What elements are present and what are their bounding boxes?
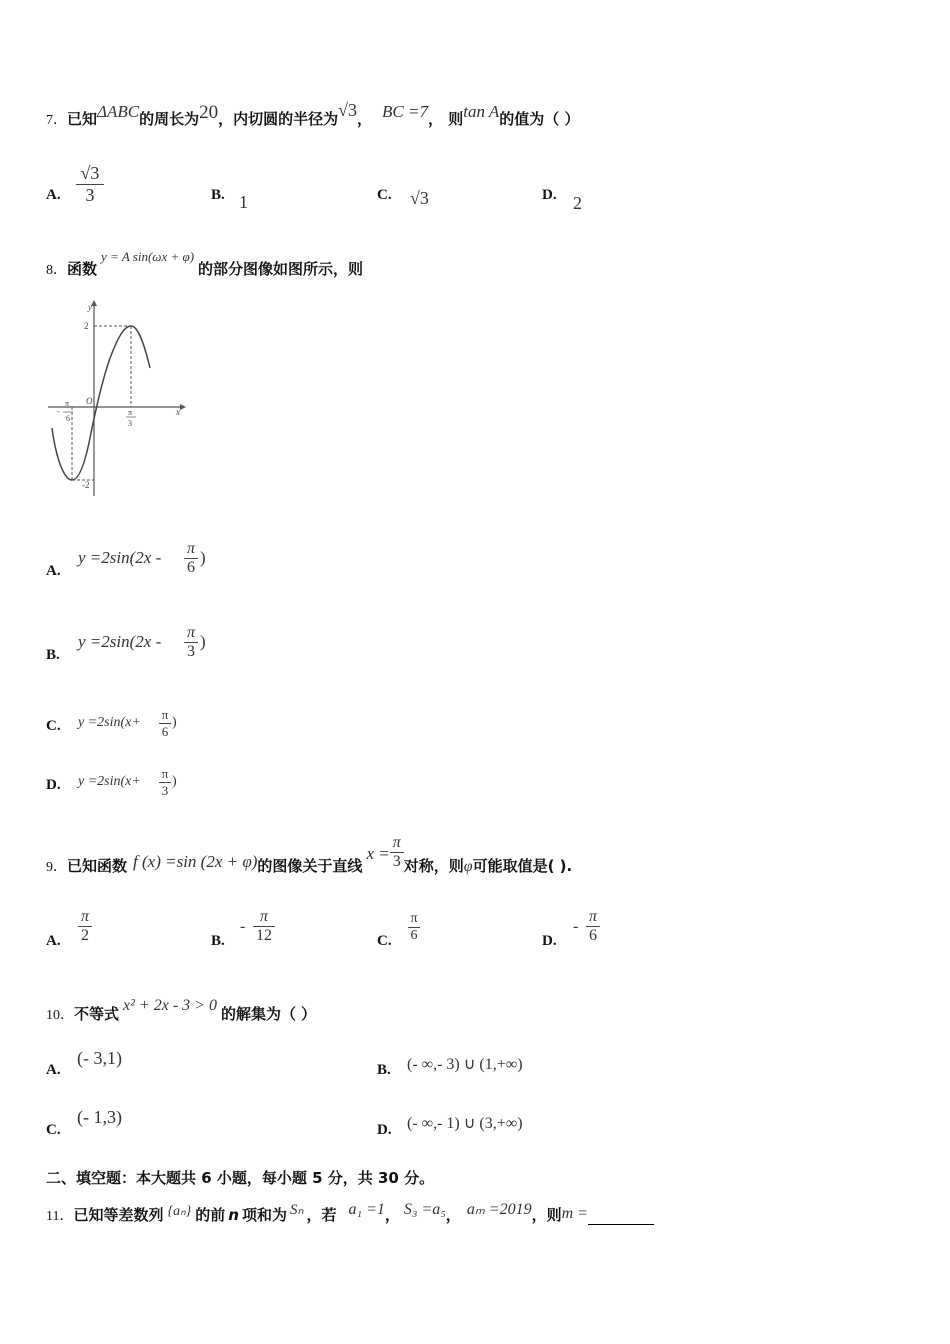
q8-option-b-label[interactable]: B.	[46, 647, 60, 663]
q7-text-1: 已知	[67, 110, 98, 128]
q8-option-a-label[interactable]: A.	[46, 563, 61, 579]
q9-option-d-sign[interactable]: -	[573, 918, 579, 935]
q7-option-b-value[interactable]: 1	[239, 192, 248, 212]
q9-stem	[46, 834, 573, 885]
q7-number: 7．	[46, 113, 67, 128]
q10-text-1: 不等式	[74, 1005, 120, 1023]
q7-option-a-value[interactable]: $\frac{√3}{3}$	[76, 163, 104, 206]
q7-option-d-label[interactable]: D.	[542, 187, 557, 203]
q9-option-b-value[interactable]: $\frac{\pi}{12}$	[253, 908, 275, 945]
q9-option-b-sign[interactable]: -	[240, 918, 246, 935]
q7-option-c-value[interactable]: √3	[410, 188, 429, 208]
q11-text-2: 的前	[195, 1206, 226, 1224]
x-right-den: 3	[128, 419, 132, 428]
q9-option-a-label[interactable]: A.	[46, 933, 61, 949]
q7-text-2: 的周长为	[139, 110, 200, 128]
q10-option-b-label[interactable]: B.	[377, 1062, 391, 1078]
q9-option-b-label[interactable]: B.	[211, 933, 225, 949]
q11-comma-2: ，	[445, 1206, 461, 1224]
q9-option-c-label[interactable]: C.	[377, 933, 392, 949]
x-right-num: π	[128, 408, 133, 417]
q11-comma-1: ，	[384, 1206, 400, 1224]
q9-text-3: 对称，则	[403, 857, 464, 875]
q9-option-d-value[interactable]: $\frac{\pi}{6}$	[586, 908, 600, 945]
q10-option-a-value[interactable]: (- 3,1)	[77, 1048, 122, 1068]
q7-option-a-label[interactable]: A.	[46, 187, 61, 203]
x-axis-arrow	[180, 404, 186, 410]
x-axis-label: x	[176, 407, 180, 417]
q10-stem	[46, 997, 317, 1024]
q11-sequence: {aₙ}	[167, 1204, 192, 1219]
q10-option-d-value[interactable]: (- ∞,- 1) ∪ (3,+∞)	[407, 1115, 523, 1132]
q10-option-c-label[interactable]: C.	[46, 1122, 61, 1138]
q11-am: aₘ =2019	[466, 1201, 532, 1218]
q7-stem	[46, 100, 580, 130]
q11-text-1: 已知等差数列	[73, 1206, 164, 1224]
q7-option-b-label[interactable]: B.	[211, 187, 225, 203]
q11-m: m =	[561, 1205, 588, 1222]
q8-graph	[46, 298, 191, 498]
x-left-num: π	[65, 399, 70, 408]
q9-option-a-value[interactable]: $\frac{\pi}{2}$	[78, 908, 92, 945]
q7-option-d-value[interactable]: 2	[573, 193, 582, 213]
q11-stem	[46, 1201, 654, 1225]
q11-text-4: ，若	[306, 1206, 337, 1224]
section-2-heading: 二、填空题：本大题共 6 小题，每小题 5 分，共 30 分。	[46, 1169, 435, 1187]
q7-perimeter: 20	[199, 102, 219, 123]
q11-text-3: 项和为	[241, 1206, 287, 1224]
q10-text-2: 的解集为（ ）	[220, 1005, 317, 1023]
q11-answer-blank[interactable]	[588, 1210, 654, 1225]
q7-sep: ，	[357, 110, 373, 128]
q9-option-d-label[interactable]: D.	[542, 933, 557, 949]
q10-inequality: x² + 2x - 3 > 0	[123, 997, 217, 1014]
q7-text-4: ， 则	[428, 110, 464, 128]
q9-text-1: 已知函数	[67, 857, 128, 875]
q8-text-2: 的部分图像如图所示，则	[198, 260, 364, 278]
x-left-den: 6	[66, 414, 70, 423]
q8-option-d-label[interactable]: D.	[46, 777, 61, 793]
q11-sn: Sₙ	[290, 1202, 304, 1218]
q9-line-frac: $\frac{\pi}{3}$	[390, 834, 404, 871]
q9-text-2: 的图像关于直线	[257, 857, 363, 875]
q8-text-1: 函数	[67, 260, 98, 278]
q9-text-4: 可能取值是( ).	[472, 857, 573, 875]
q10-option-d-label[interactable]: D.	[377, 1122, 392, 1138]
q7-text-3: ，内切圆的半径为	[218, 110, 339, 128]
q11-a1: a₁ =1	[348, 1201, 385, 1218]
q11-text-5: ，则	[531, 1206, 562, 1224]
q9-phi: φ	[463, 858, 473, 875]
y-max-label: 2	[84, 321, 89, 331]
q7-bc: BC =7	[382, 102, 428, 121]
q9-option-c-value[interactable]: $\frac{\pi}{6}$	[408, 911, 420, 944]
origin-label: O	[86, 396, 93, 406]
q7-tan: tan A	[463, 102, 500, 121]
q9-function: f (x) =sin (2x + φ)	[133, 852, 258, 871]
q8-option-c-label[interactable]: C.	[46, 718, 61, 734]
y-axis-label: y	[88, 302, 92, 312]
q7-option-c-label[interactable]: C.	[377, 187, 392, 203]
q8-function: y = A sin(ωx + φ)	[101, 249, 195, 264]
q8-number: 8．	[46, 263, 67, 278]
q9-number: 9．	[46, 860, 67, 875]
q9-line-lhs: x =	[366, 844, 390, 863]
q10-number: 10．	[46, 1008, 74, 1023]
q11-s3: S₃ =a₅	[403, 1201, 446, 1218]
q10-option-b-value[interactable]: (- ∞,- 3) ∪ (1,+∞)	[407, 1056, 523, 1073]
q10-option-c-value[interactable]: (- 1,3)	[77, 1107, 122, 1127]
q11-number: 11．	[46, 1209, 74, 1224]
y-min-label: -2	[82, 480, 90, 490]
q7-text-5: 的值为（ ）	[499, 110, 580, 128]
q11-n: n	[228, 1206, 239, 1224]
q7-triangle: ΔABC	[97, 102, 140, 121]
q10-option-a-label[interactable]: A.	[46, 1062, 61, 1078]
x-left-minus: -	[57, 407, 60, 416]
q7-radius: √3	[338, 100, 358, 120]
